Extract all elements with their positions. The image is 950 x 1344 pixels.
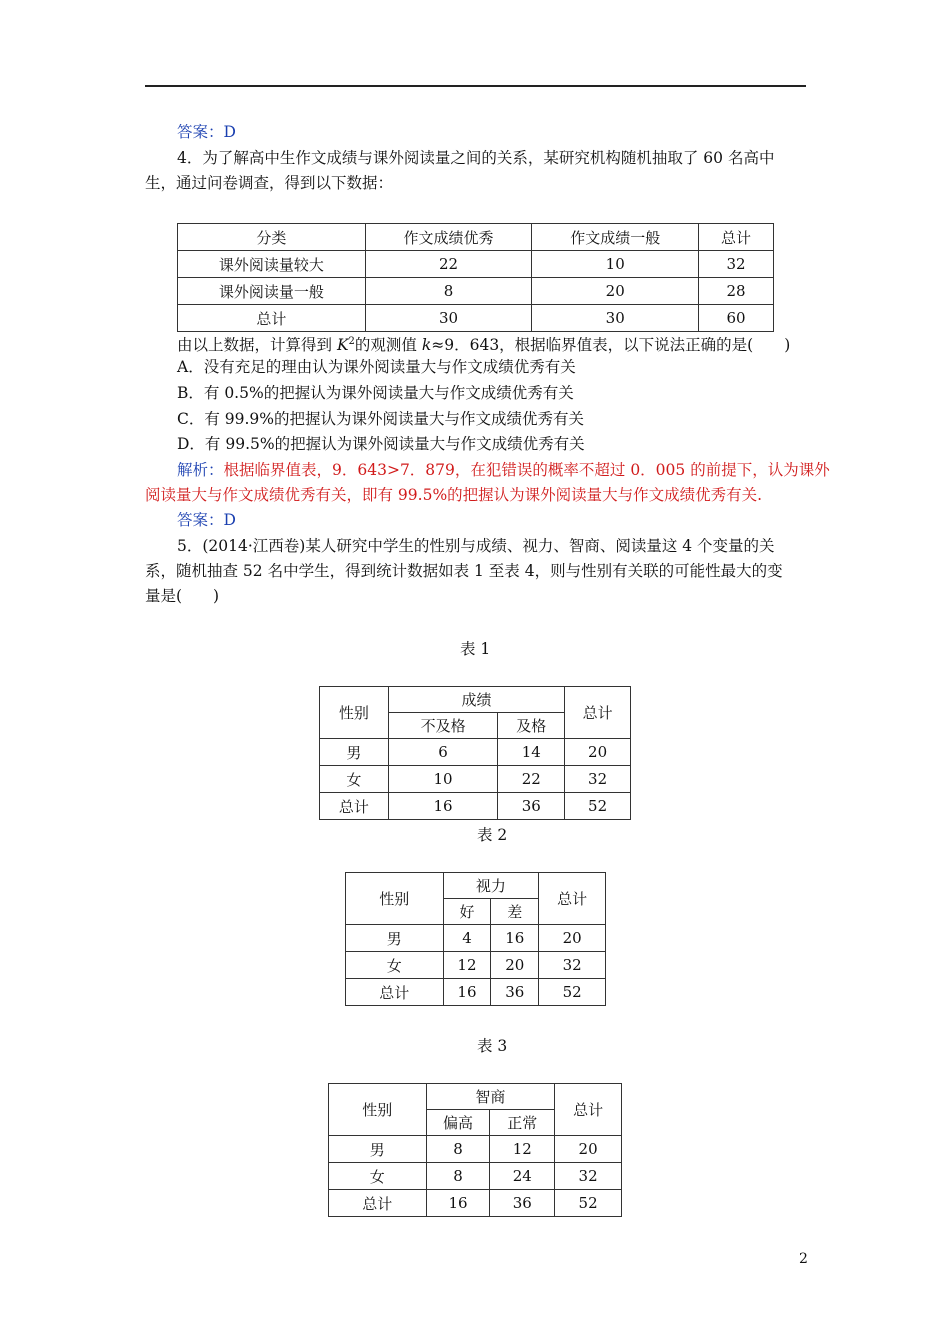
k-observed-symbol: k [421,336,432,355]
table-cell: 32 [699,251,774,278]
table-1 [319,686,631,820]
table-2 [345,872,606,1006]
table-cell: 30 [365,305,532,332]
table-row [346,925,606,952]
table-cell: 课外阅读量一般 [178,278,366,305]
table-cell: 女 [346,952,444,979]
table-cell: 男 [346,925,444,952]
table-row [320,739,631,766]
table-cell: 22 [365,251,532,278]
q4-after-c: ≈9．643，根据临界值表，以下说法正确的是( ) [431,336,791,355]
table-3 [328,1083,622,1217]
table-cell: 16 [443,979,491,1006]
group-header: 智商 [426,1084,555,1110]
total-header: 总计 [555,1084,622,1136]
header-rule [145,85,806,87]
table-cell: 8 [426,1163,490,1190]
table-cell: 20 [532,278,699,305]
table-cell: 男 [320,739,389,766]
table-cell: 36 [491,979,539,1006]
group-header: 视力 [443,873,539,899]
table-cell: 12 [443,952,491,979]
table-cell: 52 [539,979,606,1006]
table-cell: 课外阅读量较大 [178,251,366,278]
table-row [346,952,606,979]
q4-table [177,223,774,332]
table-cell: 24 [490,1163,555,1190]
total-header: 总计 [539,873,606,925]
option-c: C．有 99.9%的把握认为课外阅读量大与作文成绩优秀有关 [177,410,585,428]
table-cell: 4 [443,925,491,952]
table-cell: 22 [498,766,565,793]
analysis-line2: 阅读量大与作文成绩优秀有关，即有 99.5%的把握认为课外阅读量大与作文成绩优秀有关. [145,486,763,504]
table-cell: 总计 [320,793,389,820]
q5-line3: 量是( ) [145,587,220,605]
table-cell: 30 [532,305,699,332]
table-cell: 16 [426,1190,490,1217]
table-cell: 32 [555,1163,622,1190]
table-cell: 52 [565,793,631,820]
table-cell: 14 [498,739,565,766]
sub-header: 差 [491,899,539,925]
table-row [346,979,606,1006]
table-row [329,1136,622,1163]
k-superscript: 2 [348,336,355,347]
k-symbol: K [336,336,349,355]
table-header-cell: 作文成绩一般 [532,224,699,251]
answer-3: 答案：D [177,123,236,141]
table-row [329,1163,622,1190]
analysis-text: 根据临界值表，9．643>7．879，在犯错误的概率不超过 0．005 的前提下，认为课外 [223,461,830,479]
table-cell: 36 [490,1190,555,1217]
table-cell: 6 [388,739,498,766]
analysis-label: 解析： [177,461,224,479]
table-row [178,305,774,332]
table1-caption: 表 1 [460,640,491,658]
table-cell: 女 [320,766,389,793]
option-d: D．有 99.5%的把握认为课外阅读量大与作文成绩优秀有关 [177,435,585,453]
sub-header: 不及格 [388,713,498,739]
q4-table-header [178,224,774,251]
corner-cell: 性别 [320,687,389,739]
table-header-cell: 作文成绩优秀 [365,224,532,251]
table-cell: 20 [555,1136,622,1163]
table-row [320,766,631,793]
q4-after-a: 由以上数据，计算得到 [177,336,337,355]
table3-caption: 表 3 [477,1037,508,1055]
table-cell: 36 [498,793,565,820]
table-cell: 32 [539,952,606,979]
option-a: A．没有充足的理由认为课外阅读量大与作文成绩优秀有关 [177,358,576,376]
table-cell: 12 [490,1136,555,1163]
table-cell: 女 [329,1163,427,1190]
table-cell: 60 [699,305,774,332]
table-cell: 28 [699,278,774,305]
q4-after-table [177,331,790,356]
q5-line2: 系，随机抽查 52 名中学生，得到统计数据如表 1 至表 4，则与性别有关联的可能性最大的变 [145,562,783,580]
page-number: 2 [799,1251,808,1267]
option-b: B．有 0.5%的把握认为课外阅读量大与作文成绩优秀有关 [177,384,574,402]
q4-text-line2: 生，通过问卷调查，得到以下数据： [145,174,394,192]
corner-cell: 性别 [346,873,444,925]
table-header-cell: 分类 [178,224,366,251]
table-row [178,251,774,278]
table-header-cell: 总计 [699,224,774,251]
table-row [178,278,774,305]
sub-header: 好 [443,899,491,925]
table-cell: 10 [532,251,699,278]
q4-after-b: 的观测值 [354,336,422,355]
table-cell: 20 [565,739,631,766]
table-cell: 52 [555,1190,622,1217]
sub-header: 偏高 [426,1110,490,1136]
sub-header: 正常 [490,1110,555,1136]
table-cell: 8 [365,278,532,305]
table-row [329,1190,622,1217]
answer-4: 答案：D [177,511,236,529]
table-cell: 10 [388,766,498,793]
table-cell: 16 [491,925,539,952]
sub-header: 及格 [498,713,565,739]
analysis-line1 [177,459,830,481]
table-cell: 20 [539,925,606,952]
q4-text-line1: 4．为了解高中生作文成绩与课外阅读量之间的关系，某研究机构随机抽取了 60 名高中 [177,149,775,167]
table-cell: 男 [329,1136,427,1163]
q5-line1: 5．(2014·江西卷)某人研究中学生的性别与成绩、视力、智商、阅读量这 4 个变量的关 [177,537,775,555]
table-row [320,793,631,820]
table-cell: 总计 [329,1190,427,1217]
table2-caption: 表 2 [477,826,508,844]
table-cell: 32 [565,766,631,793]
table-cell: 20 [491,952,539,979]
total-header: 总计 [565,687,631,739]
table-cell: 16 [388,793,498,820]
table-cell: 总计 [346,979,444,1006]
table-cell: 总计 [178,305,366,332]
table-cell: 8 [426,1136,490,1163]
group-header: 成绩 [388,687,564,713]
corner-cell: 性别 [329,1084,427,1136]
